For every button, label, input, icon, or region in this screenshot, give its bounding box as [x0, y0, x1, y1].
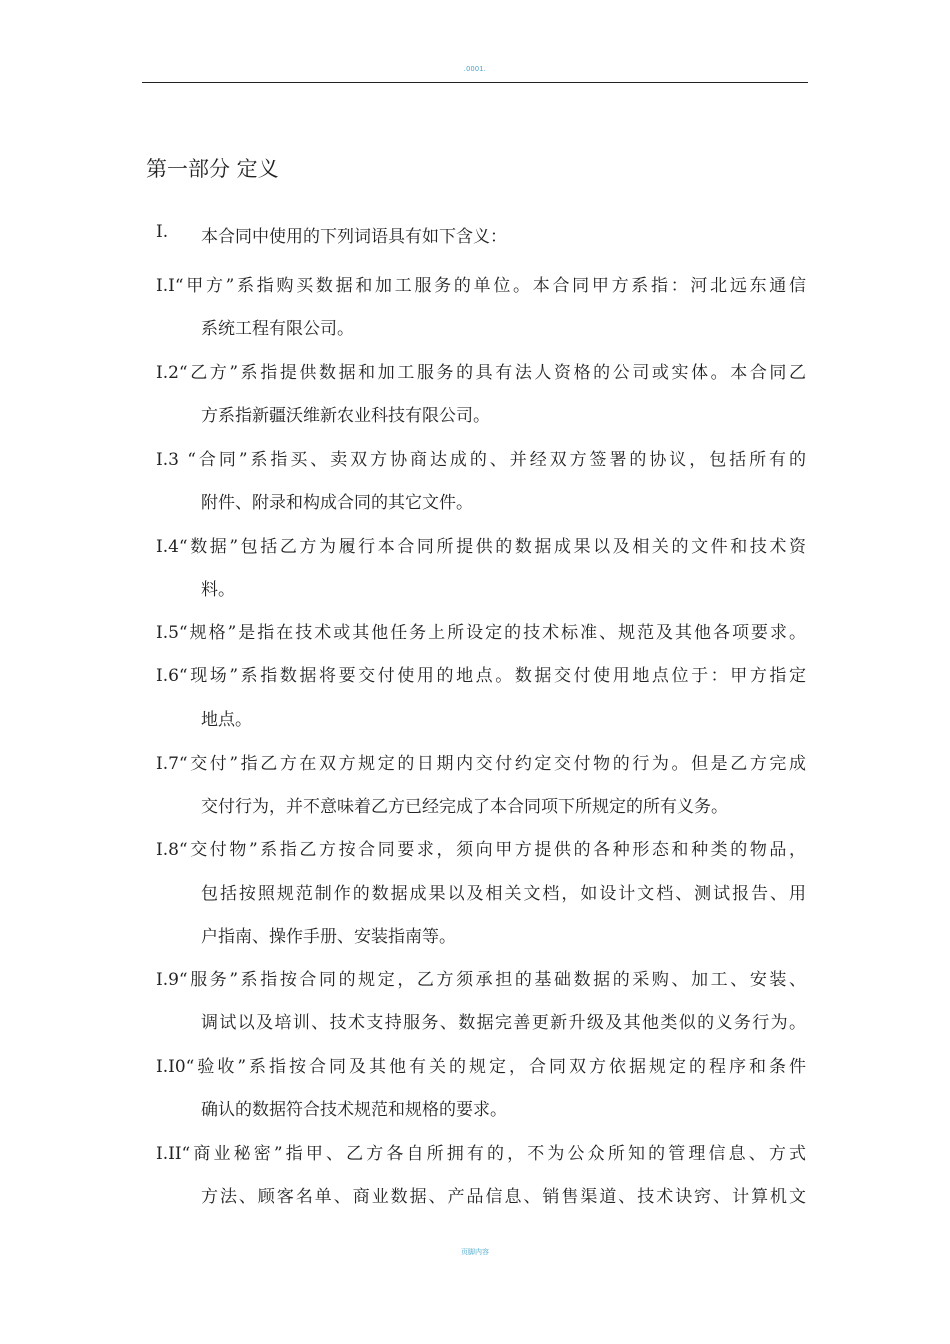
clause-line: 系统工程有限公司。: [201, 319, 354, 339]
clause-line: I.I“甲方”系指购买数据和加工服务的单位。本合同甲方系指：河北远东通信: [156, 276, 806, 296]
clause-line: 确认的数据符合技术规范和规格的要求。: [201, 1100, 507, 1120]
clause-line: 方法、顾客名单、商业数据、产品信息、销售渠道、技术诀窍、计算机文: [201, 1187, 806, 1207]
clause-line: I.6“现场”系指数据将要交付使用的地点。数据交付使用地点位于：甲方指定: [156, 666, 806, 686]
clause-line: I.5“规格”是指在技术或其他任务上所设定的技术标准、规范及其他各项要求。: [156, 623, 806, 643]
clause-line: 方系指新疆沃维新农业科技有限公司。: [201, 406, 490, 426]
clause-line: 料。: [201, 580, 235, 600]
clause-line: I.2“乙方”系指提供数据和加工服务的具有法人资格的公司或实体。本合同乙: [156, 363, 806, 383]
clause-line: I.3 “合同”系指买、卖双方协商达成的、并经双方签署的协议，包括所有的: [156, 450, 806, 470]
clause-line: 户指南、操作手册、安装指南等。: [201, 927, 456, 947]
header-mark: .0001.: [463, 66, 487, 73]
clause-line: I.9“服务”系指按合同的规定，乙方须承担的基础数据的采购、加工、安装、: [156, 970, 806, 990]
header-rule: [142, 82, 808, 83]
clause-line: 包括按照规范制作的数据成果以及相关文档，如设计文档、测试报告、用: [201, 884, 806, 904]
clause-line: 交付行为，并不意味着乙方已经完成了本合同项下所规定的所有义务。: [201, 797, 728, 817]
section-title: 第一部分 定义: [146, 157, 279, 181]
clause-line: I.7“交付”指乙方在双方规定的日期内交付约定交付物的行为。但是乙方完成: [156, 754, 806, 774]
clause-line: I.I0“验收”系指按合同及其他有关的规定，合同双方依据规定的程序和条件: [156, 1057, 806, 1077]
footer-mark: 页脚内容: [461, 1249, 489, 1256]
intro-label: I.: [156, 222, 169, 242]
clause-line: I.II“商业秘密”指甲、乙方各自所拥有的，不为公众所知的管理信息、方式: [156, 1144, 806, 1164]
clause-line: 附件、附录和构成合同的其它文件。: [201, 493, 473, 513]
clause-line: 地点。: [201, 710, 252, 730]
clause-line: I.4“数据”包括乙方为履行本合同所提供的数据成果以及相关的文件和技术资: [156, 537, 806, 557]
clause-line: 调试以及培训、技术支持服务、数据完善更新升级及其他类似的义务行为。: [201, 1013, 806, 1033]
intro-text: 本合同中使用的下列词语具有如下含义：: [201, 227, 507, 247]
clause-line: I.8“交付物”系指乙方按合同要求，须向甲方提供的各种形态和种类的物品，: [156, 840, 806, 860]
